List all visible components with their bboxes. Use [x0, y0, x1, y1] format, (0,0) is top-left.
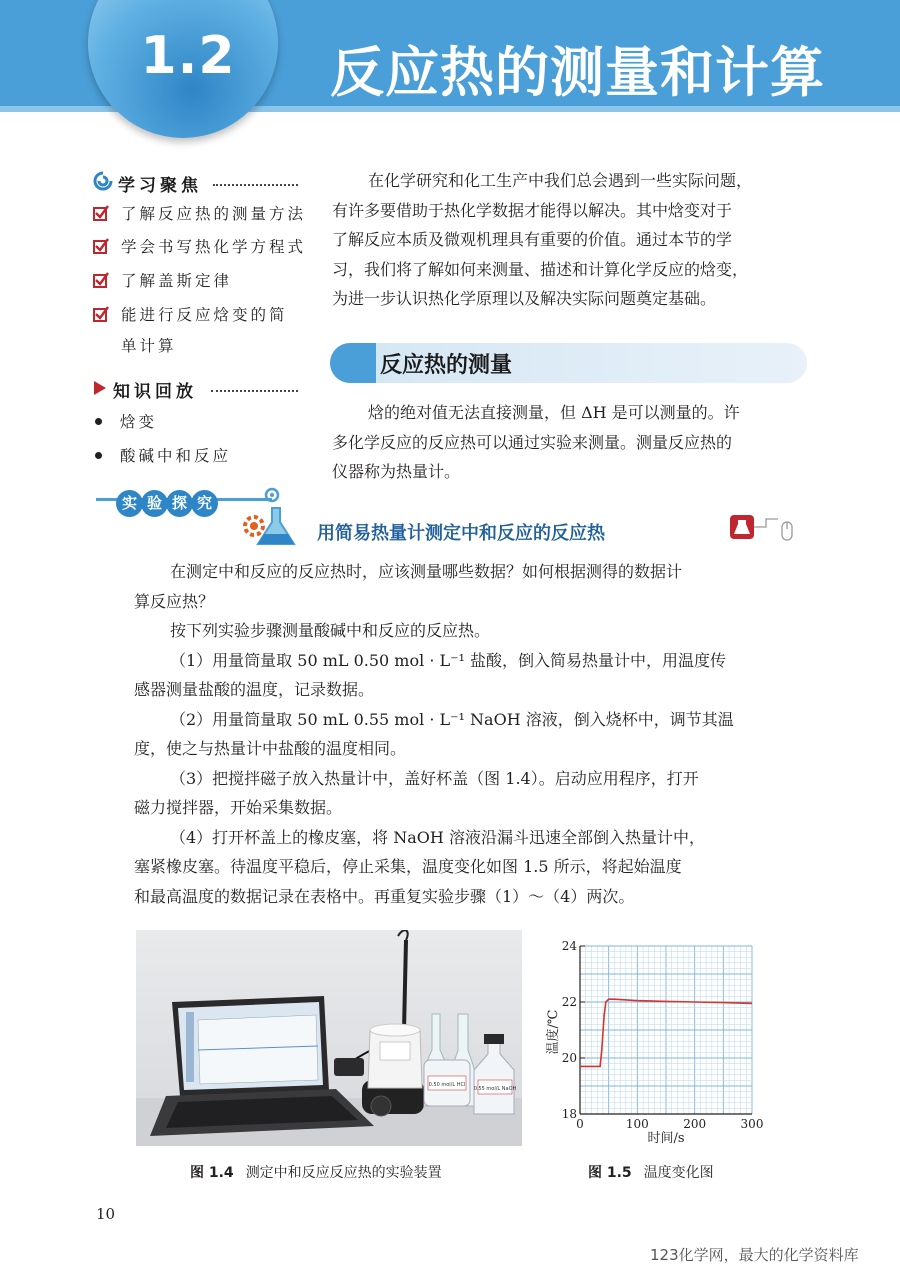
- x-tick-label: 0: [576, 1117, 584, 1131]
- bottle-label-naoh: 0.55 mol/L NaOH: [473, 1086, 517, 1092]
- figure-label: 图 1.4: [190, 1165, 234, 1181]
- y-tick-label: 24: [561, 939, 577, 953]
- apparatus-photo: [136, 930, 522, 1146]
- text-line: （1）用量筒量取 50 mL 0.50 mol · L⁻¹ 盐酸，倒入简易热量计中，用温度传: [170, 650, 727, 670]
- focus-icon: [93, 171, 113, 191]
- section-number: 1.2: [140, 26, 236, 86]
- checkbox-checked-icon: [93, 272, 109, 292]
- text-line: 习，我们将了解如何来测量、描述和计算化学反应的焓变，: [332, 259, 749, 279]
- focus-item: 能进行反应焓变的简: [121, 306, 288, 324]
- text-line: 塞紧橡皮塞。待温度平稳后，停止采集，温度变化如图 1.5 所示，将起始温度: [134, 857, 682, 876]
- chart-grid: [580, 946, 752, 1114]
- flask-gears-icon: [242, 486, 302, 550]
- focus-item-continued: 单计算: [121, 337, 177, 355]
- banner-char: 实: [116, 490, 143, 517]
- text-line: 有许多要借助于热化学数据才能得以解决。其中焓变对于: [332, 200, 733, 220]
- chart-ticks: [562, 939, 764, 1131]
- knowledge-review-heading: 知识回放: [113, 382, 197, 402]
- text-line: 仪器称为热量计。: [332, 462, 461, 481]
- checkbox-checked-icon: [93, 306, 109, 326]
- intro-paragraph: [332, 166, 807, 314]
- review-item: 焓变: [120, 413, 158, 431]
- review-item: 酸碱中和反应: [120, 447, 232, 465]
- y-tick-label: 22: [561, 995, 577, 1009]
- x-axis-label: 时间/s: [647, 1131, 685, 1146]
- focus-item: 了解反应热的测量方法: [121, 205, 307, 223]
- focus-item: 学会书写热化学方程式: [121, 238, 307, 256]
- y-axis-label: 温度/℃: [546, 1009, 561, 1055]
- text-line: 多化学反应的反应热可以通过实验来测量。测量反应热的: [332, 432, 733, 452]
- banner-char: 验: [141, 490, 168, 517]
- text-line: 在化学研究和化工生产中我们总会遇到一些实际问题，: [368, 171, 753, 190]
- divider: [211, 390, 298, 392]
- figure-1-5-caption: [588, 1162, 714, 1182]
- bullet-icon: [95, 418, 102, 425]
- x-tick-label: 100: [625, 1117, 649, 1131]
- experiment-paragraph: [134, 557, 774, 911]
- x-tick-label: 200: [683, 1117, 707, 1131]
- text-line: 度，使之与热量计中盐酸的温度相同。: [134, 739, 407, 758]
- figure-label: 图 1.5: [588, 1165, 632, 1181]
- figure-caption-text: 测定中和反应反应热的实验装置: [245, 1165, 442, 1181]
- checkbox-checked-icon: [93, 205, 109, 225]
- y-tick-label: 18: [561, 1107, 577, 1121]
- bottle-label-hcl: 0.50 mol/L HCl: [428, 1082, 466, 1088]
- text-line: 磁力搅拌器，开始采集数据。: [134, 798, 343, 817]
- bullet-icon: [95, 452, 102, 459]
- section-heading: 反应热的测量: [380, 353, 513, 378]
- text-line: 算反应热？: [134, 591, 215, 611]
- text-line: 了解反应本质及微观机理具有重要的价值。通过本节的学: [332, 230, 733, 249]
- text-line: 按下列实验步骤测量酸碱中和反应的反应热。: [170, 621, 491, 640]
- banner-char: 究: [191, 490, 218, 517]
- figure-1-4-caption: [190, 1162, 442, 1182]
- divider: [213, 184, 298, 186]
- section-heading-accent: [330, 343, 376, 383]
- temperature-chart: [540, 932, 770, 1146]
- text-line: 和最高温度的数据记录在表格中。再重复实验步骤（1）～（4）两次。: [134, 886, 635, 906]
- learning-focus-heading: 学习聚焦: [118, 176, 202, 196]
- banner-char: 探: [166, 490, 193, 517]
- sensor-app-icon: [730, 514, 794, 544]
- play-triangle-icon: [93, 380, 107, 400]
- text-line: 感器测量盐酸的温度，记录数据。: [134, 680, 375, 699]
- watermark: 123化学网，最大的化学资料库: [650, 1246, 859, 1264]
- measure-paragraph: [332, 398, 807, 487]
- focus-item: 了解盖斯定律: [121, 272, 233, 290]
- experiment-title: 用简易热量计测定中和反应的反应热: [317, 523, 605, 544]
- page-number: 10: [96, 1205, 116, 1223]
- page-title: 反应热的测量和计算: [330, 41, 825, 104]
- figure-caption-text: 温度变化图: [643, 1165, 714, 1181]
- text-line: 为进一步认识热化学原理以及解决实际问题奠定基础。: [332, 289, 717, 308]
- checkbox-checked-icon: [93, 238, 109, 258]
- text-line: 焓的绝对值无法直接测量，但 ΔH 是可以测量的。许: [368, 403, 740, 422]
- text-line: （2）用量筒量取 50 mL 0.55 mol · L⁻¹ NaOH 溶液，倒入烧杯中，调节其温: [170, 709, 734, 729]
- y-tick-label: 20: [561, 1051, 577, 1065]
- text-line: （3）把搅拌磁子放入热量计中，盖好杯盖（图 1.4）。启动应用程序，打开: [170, 768, 699, 788]
- x-tick-label: 300: [740, 1117, 764, 1131]
- text-line: 在测定中和反应的反应热时，应该测量哪些数据？如何根据测得的数据计: [170, 562, 683, 581]
- text-line: （4）打开杯盖上的橡皮塞，将 NaOH 溶液沿漏斗迅速全部倒入热量计中，: [170, 827, 705, 847]
